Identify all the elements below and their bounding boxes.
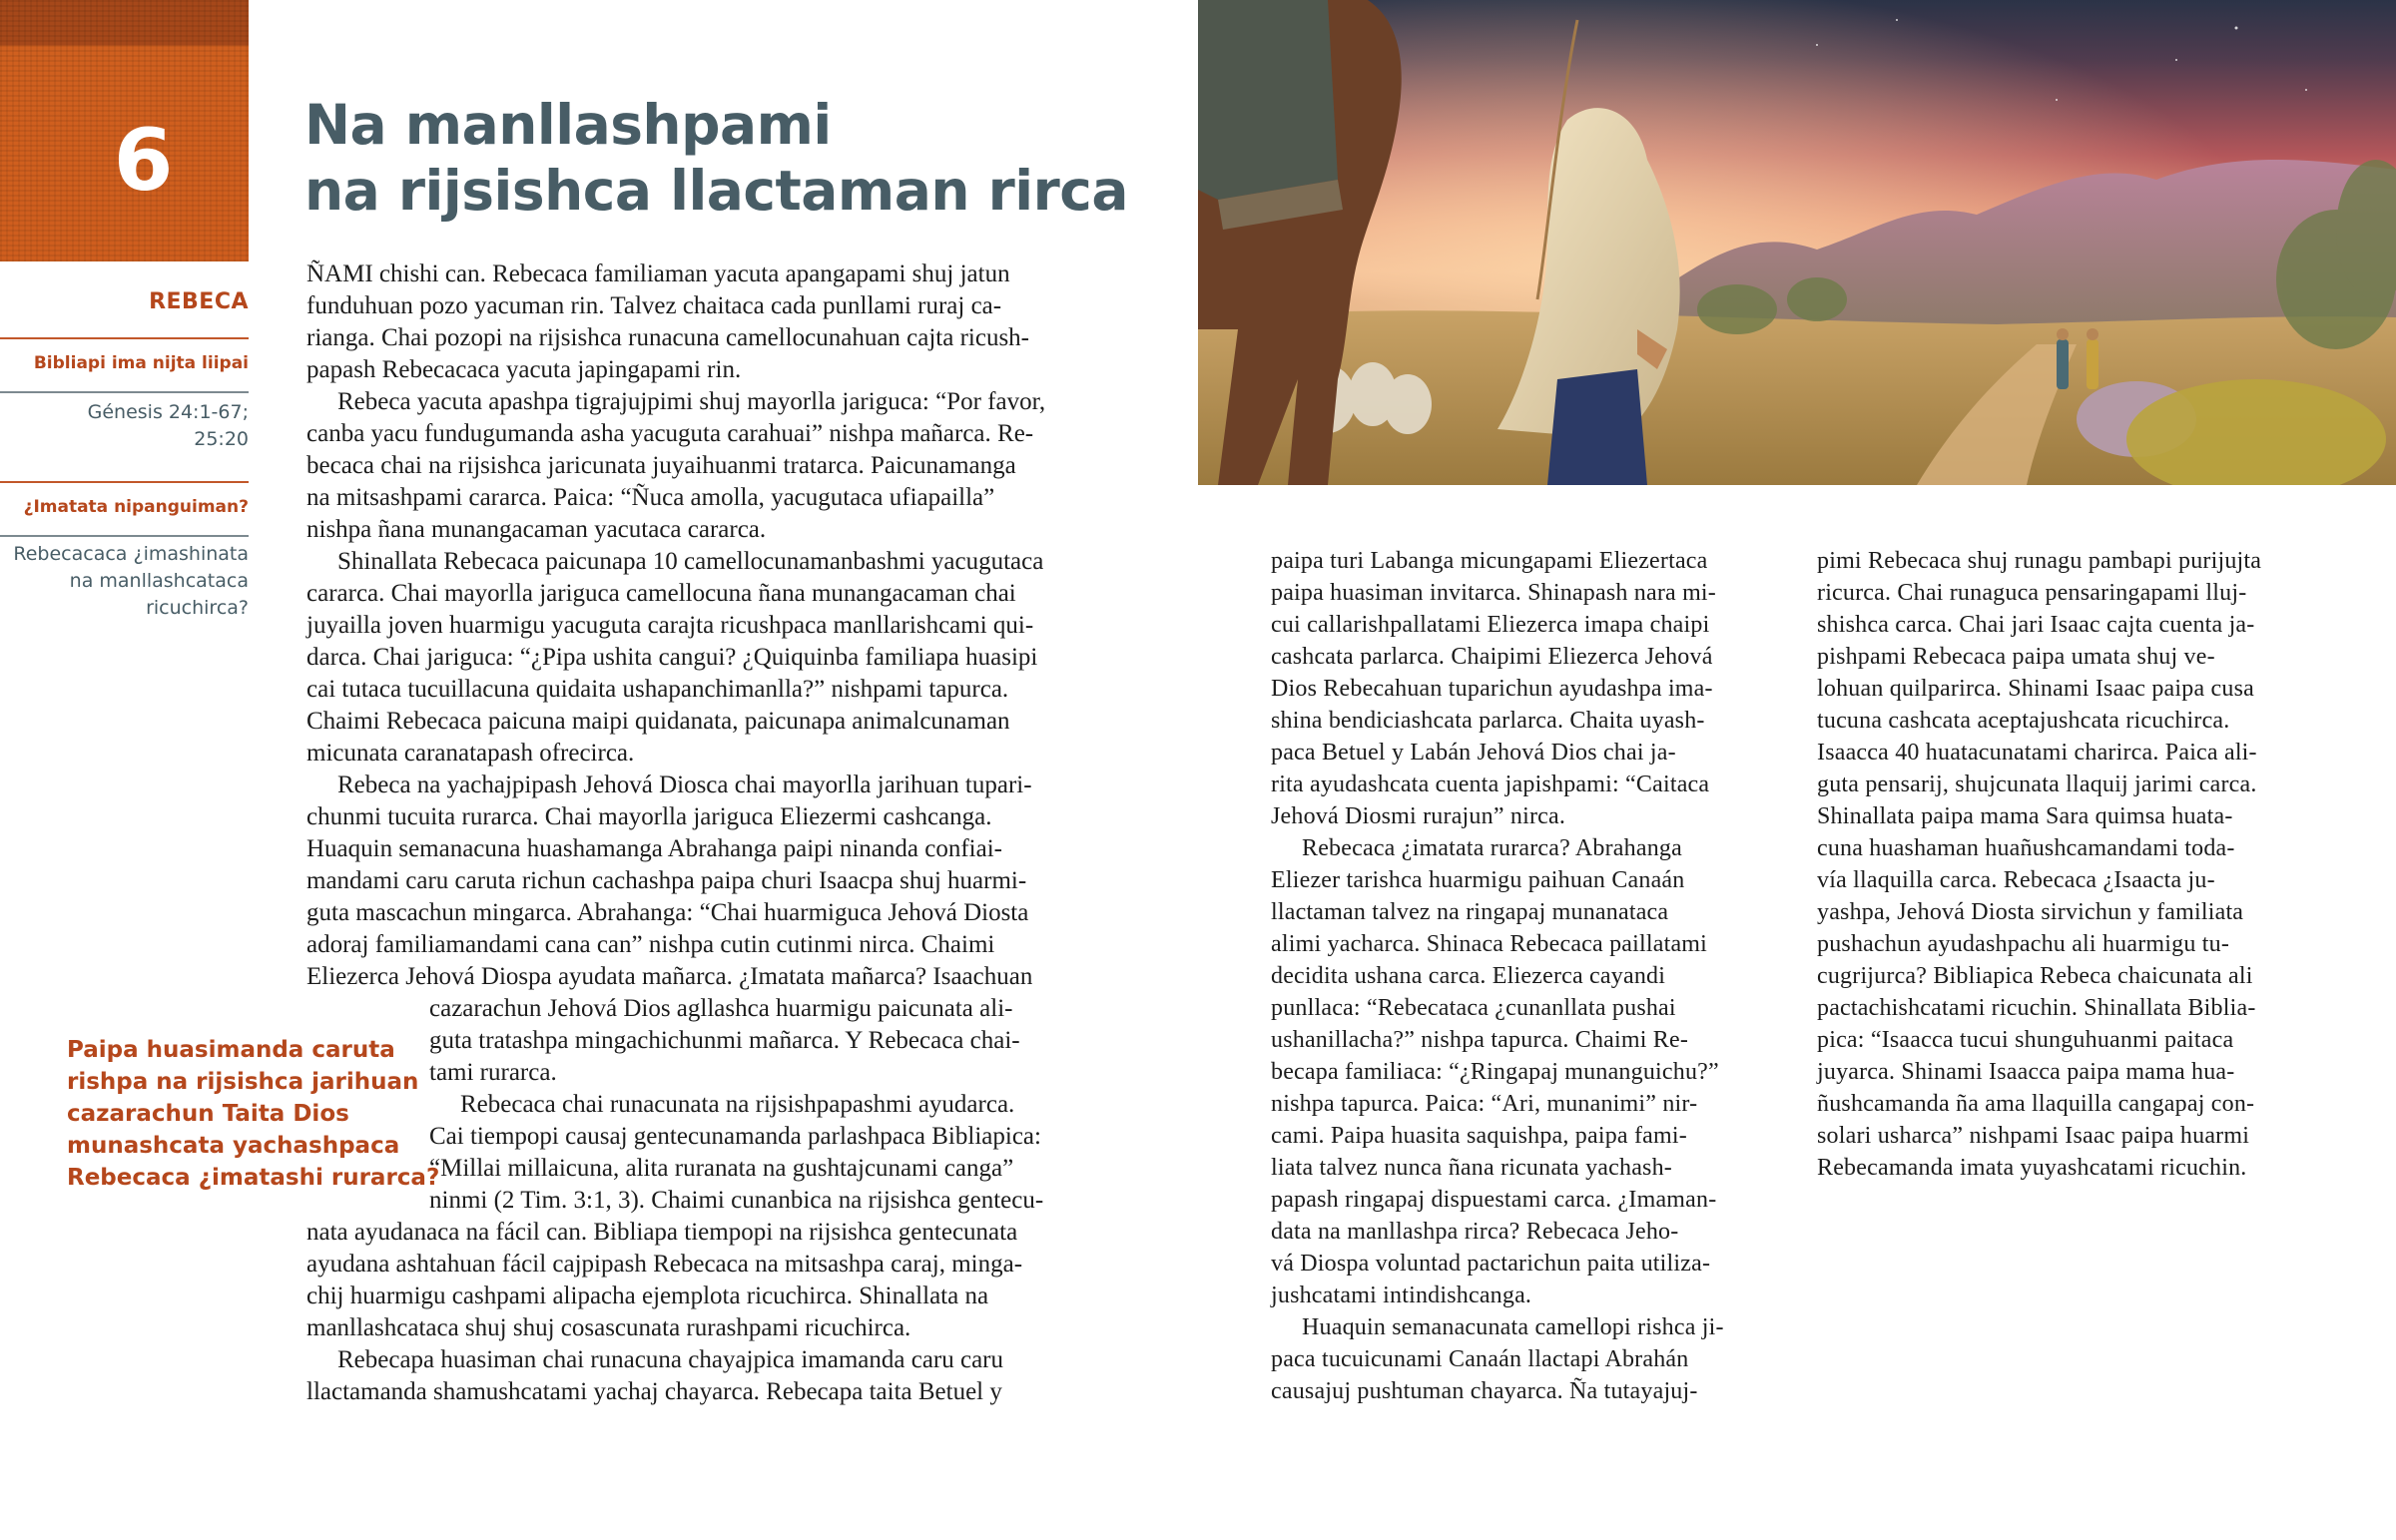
body-text-line: yashpa, Jehová Diosta sirvichun y familiata <box>1817 899 2244 925</box>
body-text-line: shishca carca. Chai jari Isaac cajta cuenta ja- <box>1817 612 2255 638</box>
page-title-line: na rijsishca llactaman rirca <box>304 159 1128 223</box>
body-text-line: Huaquin semanacunata camellopi rishca ji- <box>1302 1314 1724 1340</box>
body-text-line: Shinallata paipa mama Sara quimsa huata- <box>1817 803 2233 829</box>
body-text-line: alimi yacharca. Shinaca Rebecaca paillatami <box>1271 931 1708 957</box>
body-text-line: vía llaquilla carca. Rebecaca ¿Isaacta ju- <box>1817 867 2215 893</box>
body-text-line: ÑAMI chishi can. Rebecaca familiaman yacuta apangapami shuj jatun <box>306 260 1010 287</box>
body-text-line: nishpa ñana munangacaman yacutaca cararca. <box>306 516 767 543</box>
body-text-line: llactaman talvez na ringapaj munanataca <box>1271 899 1669 925</box>
body-text-line: mandami caru caruta richun cachashpa paipa churi Isaacpa shuj huarmi- <box>306 867 1027 894</box>
body-text-line: Shinallata Rebecaca paicunapa 10 camellocunamanbashmi yacugutaca <box>337 548 1044 575</box>
body-text-line: papash ringapaj dispuestami carca. ¿Imaman- <box>1271 1187 1717 1213</box>
body-text-line: llactamanda shamushcatami yachaj chayarca. Rebecapa taita Betuel y <box>306 1378 1002 1405</box>
illustration <box>1198 0 2396 485</box>
body-text-line: guta tratashpa mingachichunmi mañarca. Y Rebecaca chai- <box>429 1027 1020 1054</box>
divider <box>0 481 249 483</box>
body-text-line: cui callarishpallatami Eliezerca imapa chaipi <box>1271 612 1710 638</box>
body-text-line: funduhuan pozo yacuman rin. Talvez chaitaca cada punllami ruraj ca- <box>306 292 1002 319</box>
body-text-line: paipa huasiman invitarca. Shinapash nara mi- <box>1271 580 1716 606</box>
reading-reference-line: 25:20 <box>194 428 249 450</box>
body-text-line: pishpami Rebecaca paipa umata shuj ve- <box>1817 644 2215 670</box>
body-text-line: pushachun ayudashpachu ali huarmigu tu- <box>1817 931 2230 957</box>
divider <box>0 535 249 537</box>
body-column-left <box>306 258 1125 1408</box>
chapter-number: 6 <box>113 111 174 211</box>
character-name: REBECA <box>149 289 249 314</box>
body-text-line: Isaacca 40 huatacunatami charirca. Paica ali- <box>1817 740 2257 766</box>
body-text-line: pimi Rebecaca shuj runagu pambapi purijujta <box>1817 548 2262 574</box>
pull-quote-line: Rebecaca ¿imatashi rurarca? <box>67 1165 440 1191</box>
body-text-line: becapa familiaca: “¿Ringapaj munanguichu?” <box>1271 1059 1719 1085</box>
body-text-line: adoraj familiamandami cana can” nishpa cutin cutinmi nirca. Chaimi <box>306 931 995 958</box>
body-text-line: paipa turi Labanga micungapami Eliezertaca <box>1271 548 1708 574</box>
body-text-line: lohuan quilparirca. Shinami Isaac paipa cusa <box>1817 676 2254 702</box>
body-text-line: chij huarmigu cashpami alipacha ejemplota ricuchirca. Shinallata na <box>306 1283 989 1309</box>
divider <box>0 337 249 339</box>
body-text-line: Cai tiempopi causaj gentecunamanda parlashpaca Bibliapica: <box>429 1123 1041 1150</box>
body-text-line: cami. Paipa huasita saquishpa, paipa fami- <box>1271 1123 1687 1149</box>
body-text-line: Rebecaca chai runacunata na rijsishpapashmi ayudarca. <box>460 1091 1015 1118</box>
body-text-line: tami rurarca. <box>429 1059 557 1086</box>
body-text-line: ricurca. Chai runaguca pensaringapami lluj- <box>1817 580 2247 606</box>
lesson-question-line: ricuchirca? <box>146 597 249 619</box>
body-text-line: juyailla joven huarmigu yacuguta carajta ricushpaca manllarishcami qui- <box>306 612 1034 639</box>
lesson-question-line: Rebecacaca ¿imashinata <box>13 543 249 565</box>
body-text-line: Dios Rebecahuan tuparichun ayudashpa ima- <box>1271 676 1713 702</box>
body-text-line: Rebeca na yachajpipash Jehová Diosca chai mayorlla jarihuan tupari- <box>337 771 1032 798</box>
body-text-line: Eliezer tarishca huarmigu paihuan Canaán <box>1271 867 1685 893</box>
lesson-question-line: na manllashcataca <box>69 570 249 592</box>
body-text-line: cararca. Chai mayorlla jariguca camellocuna ñana munangacaman chai <box>306 580 1016 607</box>
body-text-line: data na manllashpa rirca? Rebecaca Jeho- <box>1271 1219 1679 1245</box>
pull-quote-line: rishpa na rijsishca jarihuan <box>67 1069 419 1095</box>
chapter-number-block <box>0 0 249 261</box>
body-text-line: solari usharca” nishpami Isaac paipa huarmi <box>1817 1123 2250 1149</box>
body-text-line: Huaquin semanacuna huashamanga Abrahanga paipi ninanda confiai- <box>306 835 1002 862</box>
body-text-line: chunmi tucuita rurarca. Chai mayorlla jariguca Eliezermi cashcanga. <box>306 803 992 830</box>
body-text-line: ninmi (2 Tim. 3:1, 3). Chaimi cunanbica na rijsishca gentecu- <box>429 1187 1044 1214</box>
body-text-line: causajuj pushtuman chayarca. Ña tutayajuj- <box>1271 1378 1698 1404</box>
body-text-line: ñushcamanda ña ama llaquilla cangapaj con- <box>1817 1091 2255 1117</box>
lesson-question <box>13 541 249 622</box>
body-text-line: rita ayudashcata cuenta japishpami: “Caitaca <box>1271 771 1710 797</box>
reading-reference-line: Génesis 24:1-67; <box>87 401 249 423</box>
body-text-line: “Millai millaicuna, alita ruranata na gushtajcunami canga” <box>429 1155 1014 1182</box>
body-text-line: cashcata parlarca. Chaipimi Eliezerca Jehová <box>1271 644 1713 670</box>
pull-quote-line: munashcata yachashpaca <box>67 1133 400 1159</box>
body-text-line: paca tucuicunami Canaán llactapi Abrahán <box>1271 1346 1689 1372</box>
page-title <box>304 92 1128 224</box>
body-text-line: Chaimi Rebecaca paicuna maipi quidanata, paicunapa animalcunaman <box>306 708 1010 735</box>
body-column-right <box>1817 545 2334 1184</box>
body-text-line: tucuna cashcata aceptajushcata ricuchirca. <box>1817 708 2230 734</box>
body-text-line: nata ayudanaca na fácil can. Bibliapa tiempopi na rijsishca gentecunata <box>306 1219 1018 1246</box>
body-text-line: na mitsashpami cararca. Paica: “Ñuca amolla, yacugutaca ufiapailla” <box>306 484 995 511</box>
body-column-middle <box>1271 545 1784 1407</box>
body-text-line: cuna huashaman huañushcamandami toda- <box>1817 835 2235 861</box>
body-text-line: papash Rebecacaca yacuta japingapami rin. <box>306 356 742 383</box>
body-text-line: ayudana ashtahuan fácil cajpipash Rebecaca na mitsashpa caraj, minga- <box>306 1251 1023 1278</box>
body-text-line: pica: “Isaacca tucui shunguhuanmi paitaca <box>1817 1027 2234 1053</box>
body-text-line: darca. Chai jariguca: “¿Pipa ushita cangui? ¿Quiquinba familiapa huasipi <box>306 644 1038 671</box>
body-text-line: becaca chai na rijsishca jaricunata juyaihuanmi tratarca. Paicunamanga <box>306 452 1016 479</box>
body-text-line: canba yacu fundugumanda asha yacuguta carahuai” nishpa mañarca. Re- <box>306 420 1034 447</box>
body-text-line: decidita ushana carca. Eliezerca cayandi <box>1271 963 1666 989</box>
body-text-line: rianga. Chai pozopi na rijsishca runacuna camellocunahuan cajta ricush- <box>306 324 1030 351</box>
body-text-line: ushanillacha?” nishpa tapurca. Chaimi Re- <box>1271 1027 1689 1053</box>
body-text-line: micunata caranatapash ofrecirca. <box>306 740 635 767</box>
body-text-line: guta pensarij, shujcunata llaquij jarimi carca. <box>1817 771 2257 797</box>
pull-quote-line: Paipa huasimanda caruta <box>67 1037 395 1063</box>
reading-reference <box>88 399 249 453</box>
body-text-line: manllashcataca shuj shuj cosascunata rurashpami ricuchirca. <box>306 1314 911 1341</box>
body-text-line: shina bendiciashcata parlarca. Chaita uyash- <box>1271 708 1705 734</box>
body-text-line: Eliezerca Jehová Diospa ayudata mañarca. ¿Imatata mañarca? Isaachuan <box>306 963 1033 990</box>
body-text-line: cai tutaca tucuillacuna quidaita ushapanchimanlla?” nishpami tapurca. <box>306 676 1009 703</box>
illustration-scene <box>1198 0 2396 485</box>
body-text-line: paca Betuel y Labán Jehová Dios chai ja- <box>1271 740 1676 766</box>
body-text-line: Rebeca yacuta apashpa tigrajujpimi shuj mayorlla jariguca: “Por favor, <box>337 388 1046 415</box>
body-text-line: jushcatami intindishcanga. <box>1271 1283 1532 1308</box>
body-text-line: Jehová Diosmi rurajun” nirca. <box>1271 803 1566 829</box>
reading-label: Bibliapi ima nijta liipai <box>33 353 249 373</box>
body-text-line: Rebecamanda imata yuyashcatami ricuchin. <box>1817 1155 2247 1181</box>
body-text-line: cazarachun Jehová Dios agllashca huarmigu paicunata ali- <box>429 995 1013 1022</box>
divider <box>0 391 249 393</box>
body-text-line: cugrijurca? Bibliapica Rebeca chaicunata ali <box>1817 963 2253 989</box>
body-text-line: Rebecaca ¿imatata rurarca? Abrahanga <box>1302 835 1682 861</box>
body-text-line: liata talvez nunca ñana ricunata yachash- <box>1271 1155 1672 1181</box>
body-text-line: punllaca: “Rebecataca ¿cunanllata pushai <box>1271 995 1676 1021</box>
body-text-line: guta mascachun mingarca. Abrahanga: “Chai huarmiguca Jehová Diosta <box>306 899 1029 926</box>
lesson-label: ¿Imatata nipanguiman? <box>23 497 249 517</box>
page-title-line: Na manllashpami <box>304 93 832 157</box>
body-text-line: Rebecapa huasiman chai runacuna chayajpica imamanda caru caru <box>337 1346 1004 1373</box>
body-text-line: juyarca. Shinami Isaacca paipa mama hua- <box>1817 1059 2235 1085</box>
body-text-line: pactachishcatami ricuchin. Shinallata Biblia- <box>1817 995 2256 1021</box>
body-text-line: vá Diospa voluntad pactarichun paita utiliza- <box>1271 1251 1711 1277</box>
pull-quote-line: cazarachun Taita Dios <box>67 1101 349 1127</box>
body-text-line: nishpa tapurca. Paica: “Ari, munanimi” nir- <box>1271 1091 1698 1117</box>
